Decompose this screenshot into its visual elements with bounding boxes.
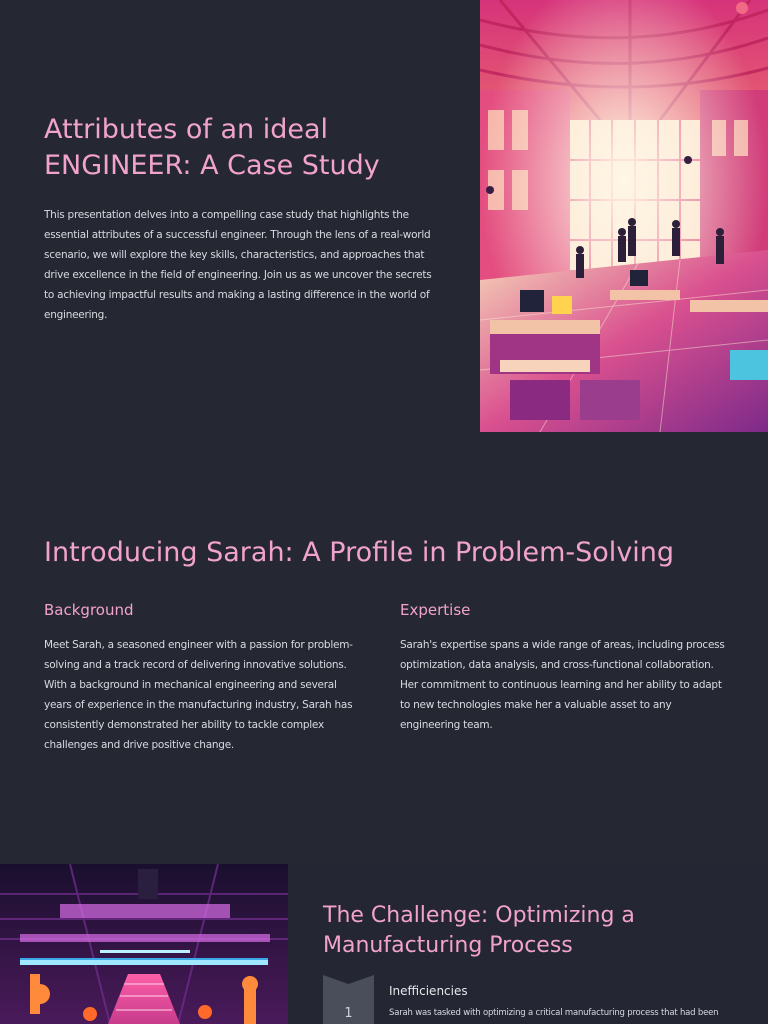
inefficiencies-heading: Inefficiencies <box>389 984 468 998</box>
profile-title: Introducing Sarah: A Profile in Problem-Solving <box>44 537 675 568</box>
inefficiencies-text: Sarah was tasked with optimizing a critical manufacturing process that had been <box>389 1008 719 1018</box>
challenge-slide <box>0 864 768 1024</box>
expertise-heading: Expertise <box>400 601 471 619</box>
background-text: Meet Sarah, a seasoned engineer with a passion for problem-solving and a track record of delivering innovative solutions. With a background in mechanical engineering and several years of experience in the manufacturing industry, Sarah has consistently demonstrated her ability to tackle complex challenges and drive positive change. <box>44 639 353 751</box>
background-heading: Background <box>44 601 134 619</box>
challenge-title: The Challenge: Optimizing a Manufacturing Process <box>323 903 635 958</box>
profile-slide <box>0 432 768 864</box>
office-illustration <box>480 0 768 432</box>
factory-illustration <box>0 864 288 1024</box>
step-badge <box>323 975 374 1024</box>
presentation-intro-text: This presentation delves into a compelling case study that highlights the essential attributes of a successful engineer. Through the lens of a real-world scenario, we will explore the key skills, characteristics, and approaches that drive excellence in the field of engineering. Join us as we uncover the secrets to achieving impactful results and making a lasting difference in the world of engineering. <box>44 209 432 321</box>
title-slide <box>0 0 768 432</box>
presentation-title: Attributes of an ideal ENGINEER: A Case Study <box>44 114 380 181</box>
step-number: 1 <box>344 1006 353 1021</box>
expertise-text: Sarah's expertise spans a wide range of areas, including process optimization, data analysis, and cross-functional collaboration. Her commitment to continuous learning and her ability to adapt to new technologies make her a valuable asset to any engineering team. <box>400 639 725 731</box>
